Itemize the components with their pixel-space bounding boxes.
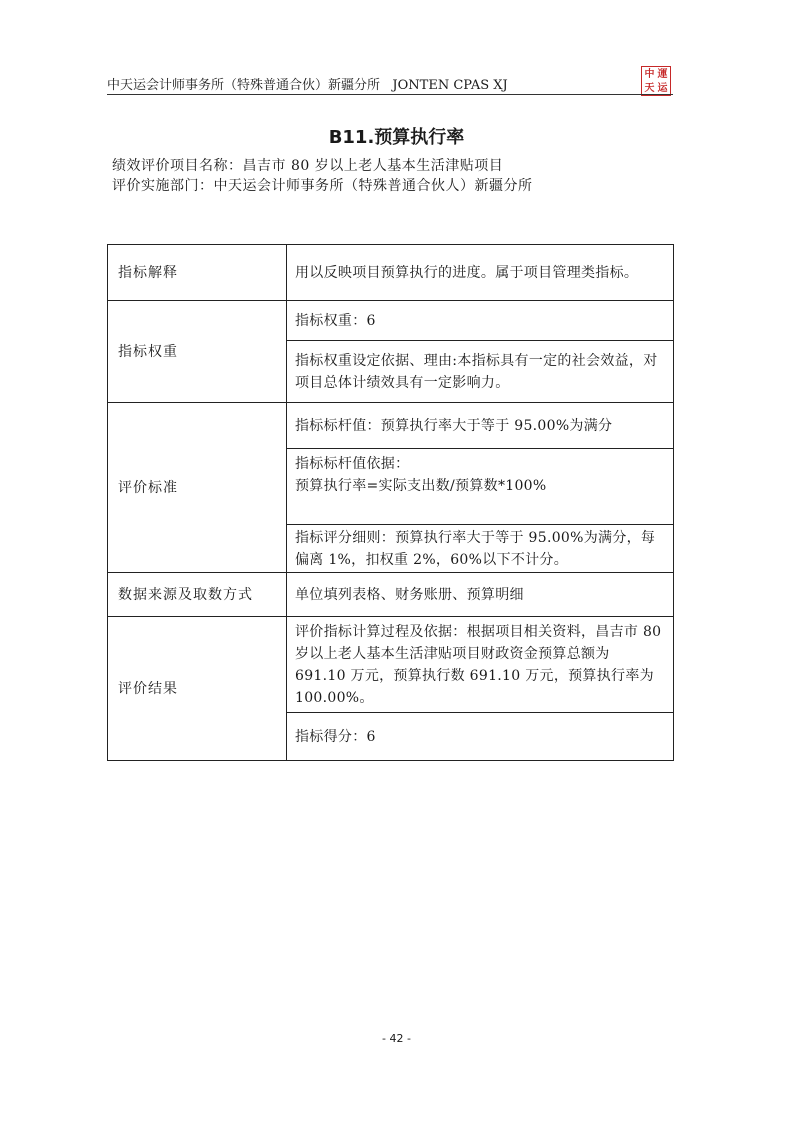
result-label: 评价结果 — [108, 617, 287, 761]
weight-basis: 指标权重设定依据、理由:本指标具有一定的社会效益，对项目总体计绩效具有一定影响力。 — [287, 341, 674, 403]
standard-benchmark: 指标标杆值：预算执行率大于等于 95.00%为满分 — [287, 403, 674, 449]
page-number: - 42 - — [382, 1032, 411, 1045]
project-name: 绩效评价项目名称：昌吉市 80 岁以上老人基本生活津贴项目 — [112, 158, 504, 174]
header-divider — [107, 94, 673, 95]
logo-char-2: 運 — [657, 68, 668, 80]
row-data-source — [108, 573, 674, 617]
result-process: 评价指标计算过程及依据：根据项目相关资料，昌吉市 80 岁以上老人基本生活津贴项目财政资金预算总额为 691.10 万元，预算执行数 691.10 万元，预算执行率为 100.00%。 — [287, 617, 674, 713]
benchmark-basis-formula: 预算执行率=实际支出数/预算数*100% — [295, 478, 547, 494]
explanation-value: 用以反映项目预算执行的进度。属于项目管理类指标。 — [287, 245, 674, 301]
row-result-process — [108, 617, 674, 713]
header-firm-cn: 中天运会计师事务所（特殊普通合伙）新疆分所 — [107, 78, 381, 93]
explanation-label: 指标解释 — [108, 245, 287, 301]
scoring-rule: 指标评分细则：预算执行率大于等于 95.00%为满分，每偏离 1%，扣权重 2%，60%以下不计分。 — [287, 525, 674, 573]
standard-label: 评价标准 — [108, 403, 287, 573]
row-weight — [108, 301, 674, 341]
benchmark-basis-title: 指标标杆值依据： — [295, 456, 410, 472]
indicator-table — [107, 244, 674, 761]
weight-value: 指标权重：6 — [287, 301, 674, 341]
row-explanation — [108, 245, 674, 301]
evaluation-department: 评价实施部门：中天运会计师事务所（特殊普通合伙人）新疆分所 — [112, 178, 533, 194]
data-source-value: 单位填列表格、财务账册、预算明细 — [287, 573, 674, 617]
data-source-label: 数据来源及取数方式 — [108, 573, 287, 617]
logo-char-3: 天 — [644, 82, 655, 94]
standard-basis-cell — [287, 449, 674, 525]
weight-label: 指标权重 — [108, 301, 287, 403]
firm-logo — [641, 66, 671, 96]
logo-char-1: 中 — [644, 68, 655, 80]
result-score: 指标得分：6 — [287, 713, 674, 761]
row-standard-benchmark — [108, 403, 674, 449]
logo-char-4: 运 — [657, 82, 668, 94]
page-title: B11.预算执行率 — [328, 127, 465, 148]
header-firm-en: JONTEN CPAS XJ — [392, 78, 508, 93]
